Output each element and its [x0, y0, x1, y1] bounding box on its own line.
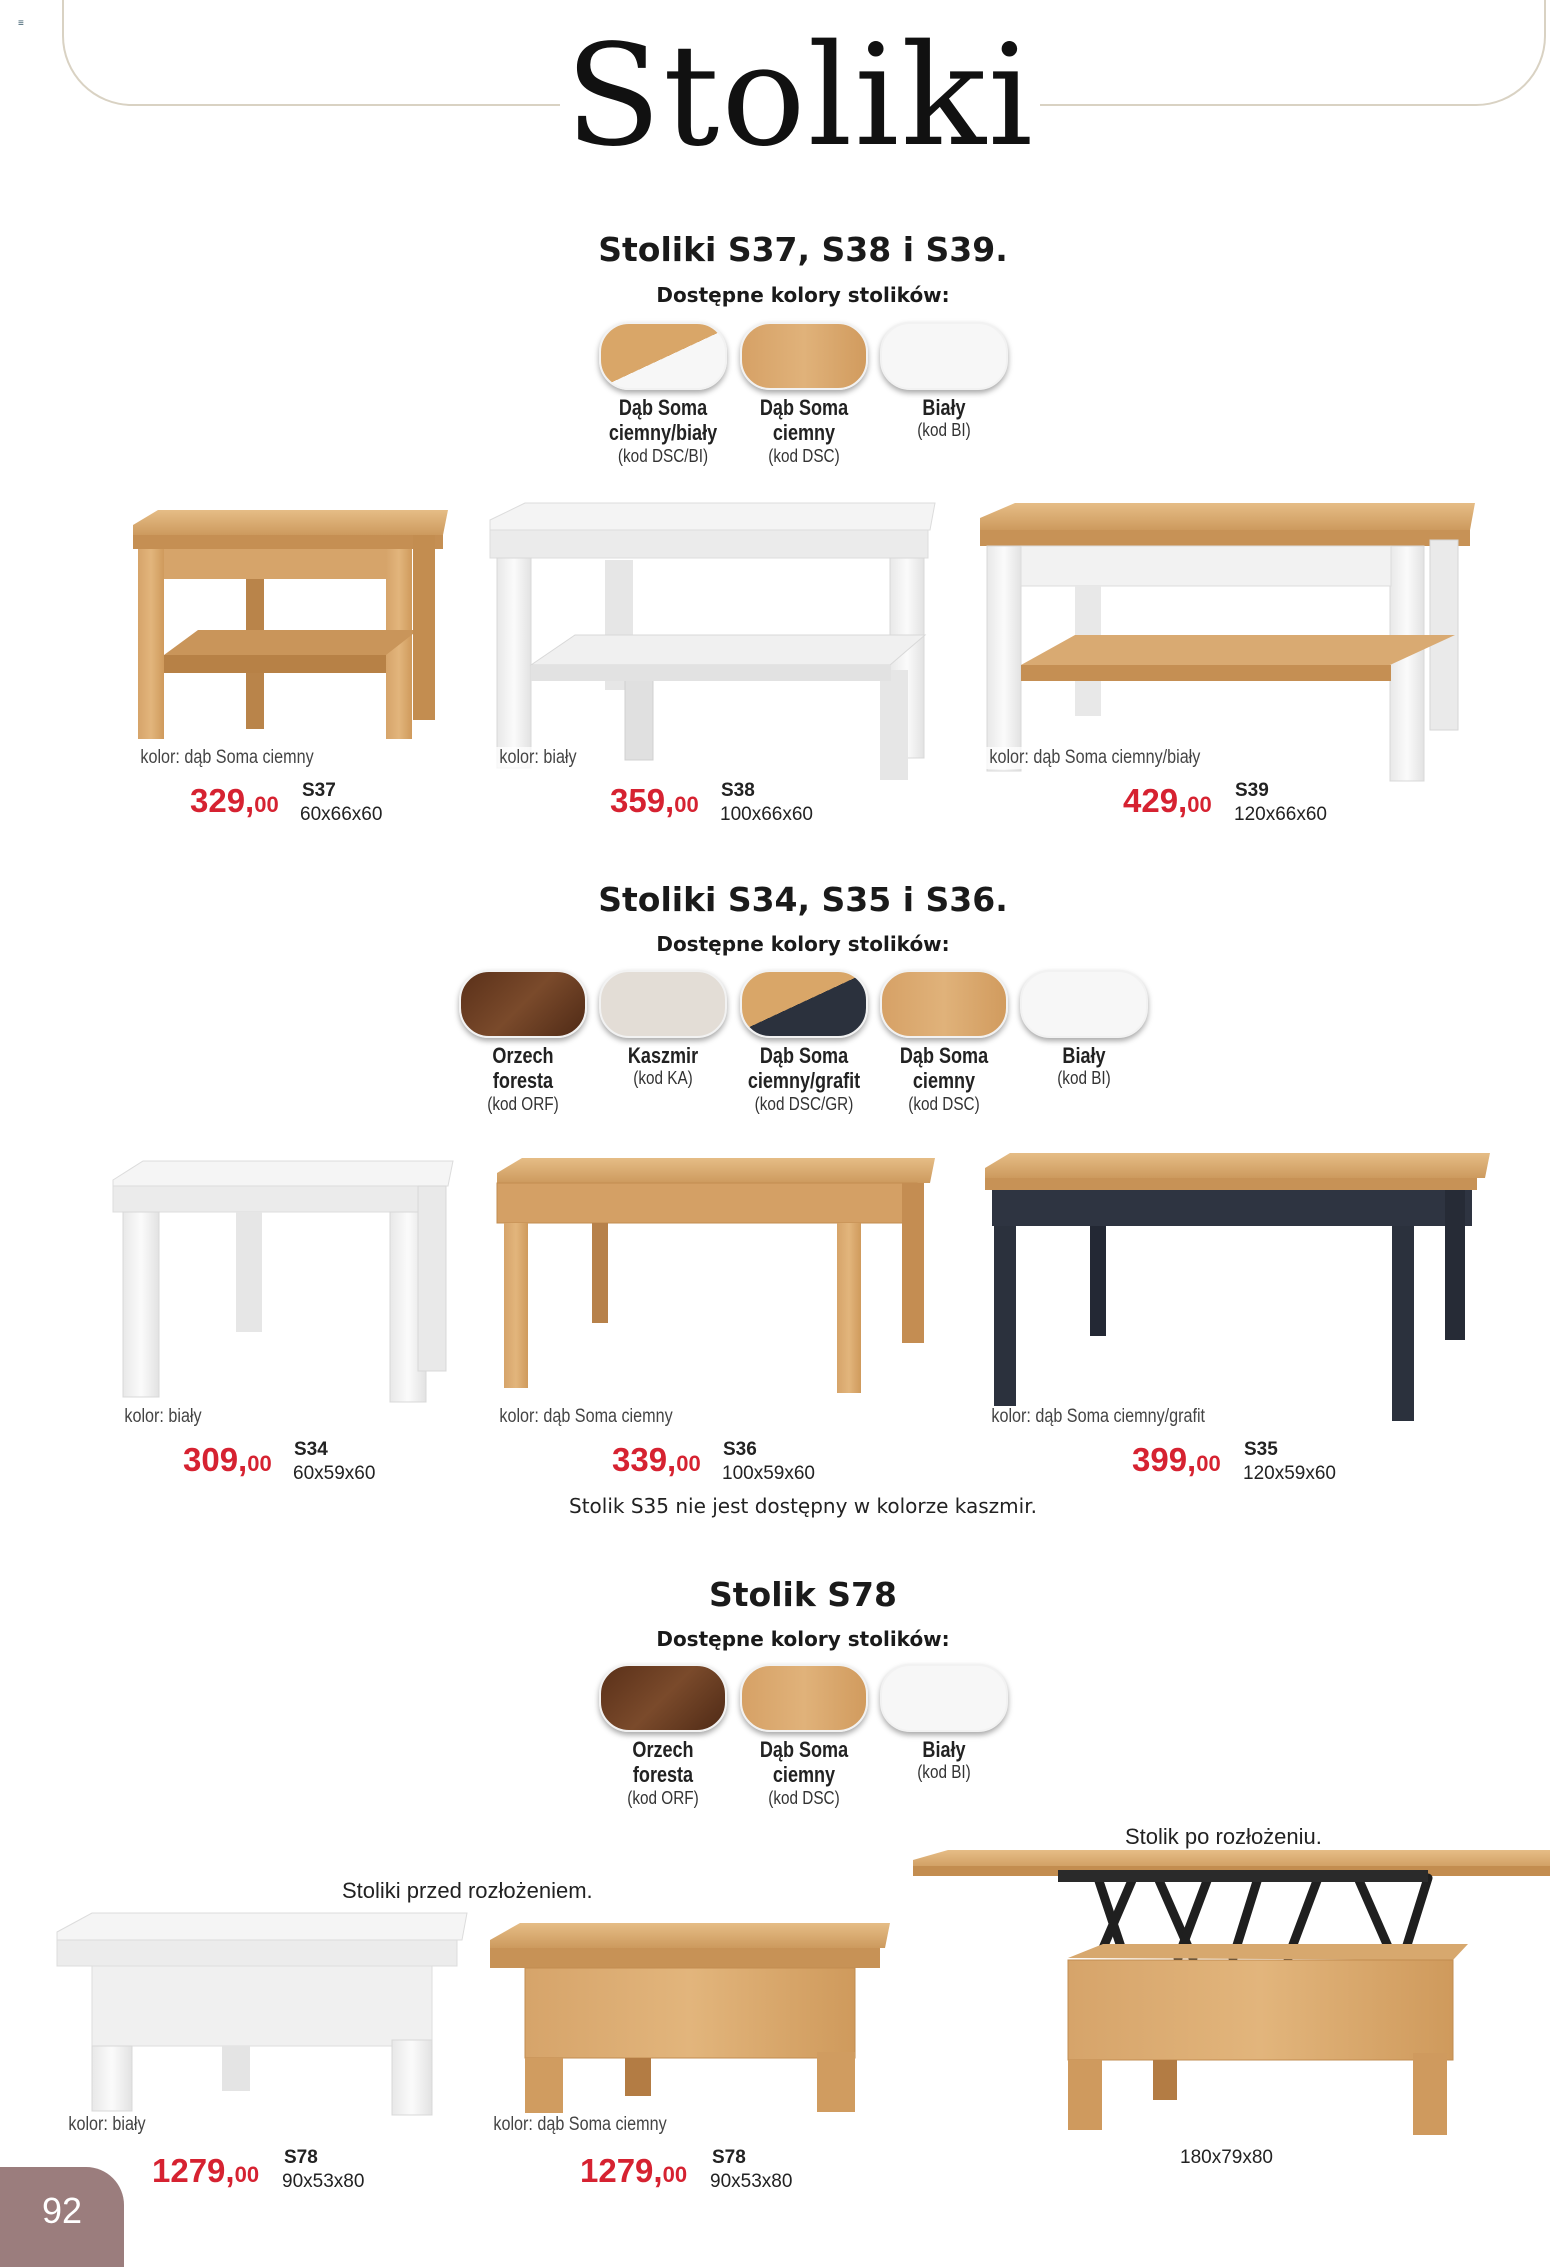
product-dims: 100x59x60	[722, 1463, 815, 1484]
table-s34-image	[108, 1158, 458, 1408]
page-title: Stoliki	[565, 15, 1035, 178]
product-price: 339,00	[612, 1441, 701, 1478]
colors-heading: Dostępne kolory stolików:	[656, 283, 950, 307]
product-price: 1279,00	[580, 2152, 688, 2189]
swatch-label: Biały (kod BI)	[917, 395, 971, 441]
swatch-kaszmir	[599, 970, 727, 1038]
swatch-label: Kaszmir (kod KA)	[627, 1043, 699, 1089]
table-s37-image	[128, 505, 453, 745]
caption-after-unfolding: Stolik po rozłożeniu.	[1125, 1824, 1322, 1849]
product-price: 1279,00	[152, 2152, 260, 2189]
swatch-dab-soma-grafit	[740, 970, 868, 1038]
product-code: S38	[721, 780, 755, 801]
product-price: 359,00	[610, 782, 699, 819]
product-dims: 90x53x80	[282, 2171, 365, 2192]
swatch-dab-soma	[740, 1664, 868, 1732]
product-dims: 90x53x80	[710, 2171, 793, 2192]
product-color-label: kolor: dąb Soma ciemny	[137, 747, 317, 769]
product-color-label: kolor: dąb Soma ciemny/biały	[986, 747, 1204, 769]
table-s39-image	[975, 500, 1480, 785]
product-dims: 100x66x60	[720, 804, 813, 825]
swatch-label: Dąb Soma ciemny/grafit (kod DSC/GR)	[747, 1043, 861, 1114]
product-dims: 120x66x60	[1234, 804, 1327, 825]
swatch-dab-soma	[740, 322, 868, 390]
product-dims: 60x59x60	[293, 1463, 376, 1484]
product-code: S34	[294, 1439, 328, 1460]
colors-heading: Dostępne kolory stolików:	[656, 932, 950, 956]
product-code: S39	[1235, 780, 1269, 801]
swatch-label: Biały (kod BI)	[1057, 1043, 1111, 1089]
product-color-label: kolor: biały	[65, 2114, 149, 2136]
table-s78-white-image	[52, 1910, 472, 2120]
swatch-bialy	[1020, 970, 1148, 1038]
table-s38-image	[485, 500, 940, 780]
product-price: 309,00	[183, 1441, 272, 1478]
section-title: Stoliki S37, S38 i S39.	[598, 230, 1008, 269]
corner-mark: ≡	[18, 18, 24, 29]
product-price: 329,00	[190, 782, 279, 819]
product-code: S78	[284, 2147, 318, 2168]
table-s36-image	[492, 1155, 940, 1395]
product-dims: 60x66x60	[300, 804, 383, 825]
swatch-orzech-foresta	[599, 1664, 727, 1732]
expanded-dims: 180x79x80	[1180, 2147, 1273, 2168]
swatch-bialy	[880, 322, 1008, 390]
table-s78-oak-image	[485, 1920, 895, 2115]
product-code: S35	[1244, 1439, 1278, 1460]
product-color-label: kolor: biały	[121, 1406, 205, 1428]
section-title: Stolik S78	[709, 1575, 897, 1614]
section-title: Stoliki S34, S35 i S36.	[598, 880, 1008, 919]
table-s35-image	[980, 1150, 1495, 1430]
product-code: S36	[723, 1439, 757, 1460]
product-color-label: kolor: dąb Soma ciemny	[490, 2114, 670, 2136]
product-color-label: kolor: biały	[496, 747, 580, 769]
product-code: S78	[712, 2147, 746, 2168]
product-dims: 120x59x60	[1243, 1463, 1336, 1484]
swatch-dab-soma-bialy	[599, 322, 727, 390]
table-s78-expanded-image	[908, 1848, 1550, 2140]
product-code: S37	[302, 780, 336, 801]
availability-note: Stolik S35 nie jest dostępny w kolorze kaszmir.	[569, 1494, 1037, 1518]
swatch-label: Biały (kod BI)	[917, 1737, 971, 1783]
caption-before-unfolding: Stoliki przed rozłożeniem.	[342, 1878, 593, 1903]
colors-heading: Dostępne kolory stolików:	[656, 1627, 950, 1651]
product-price: 429,00	[1123, 782, 1212, 819]
swatch-label: Orzech foresta (kod ORF)	[627, 1737, 699, 1808]
page-number: 92	[41, 2190, 83, 2231]
product-color-label: kolor: dąb Soma ciemny	[496, 1406, 676, 1428]
swatch-label: Orzech foresta (kod ORF)	[487, 1043, 559, 1114]
product-color-label: kolor: dąb Soma ciemny/grafit	[988, 1406, 1208, 1428]
swatch-label: Dąb Soma ciemny (kod DSC)	[759, 1737, 849, 1808]
swatch-orzech-foresta	[459, 970, 587, 1038]
swatch-label: Dąb Soma ciemny (kod DSC)	[759, 395, 849, 466]
product-price: 399,00	[1132, 1441, 1221, 1478]
swatch-label: Dąb Soma ciemny (kod DSC)	[899, 1043, 989, 1114]
swatch-dab-soma	[880, 970, 1008, 1038]
swatch-label: Dąb Soma ciemny/biały (kod DSC/BI)	[608, 395, 718, 466]
swatch-bialy	[880, 1664, 1008, 1732]
